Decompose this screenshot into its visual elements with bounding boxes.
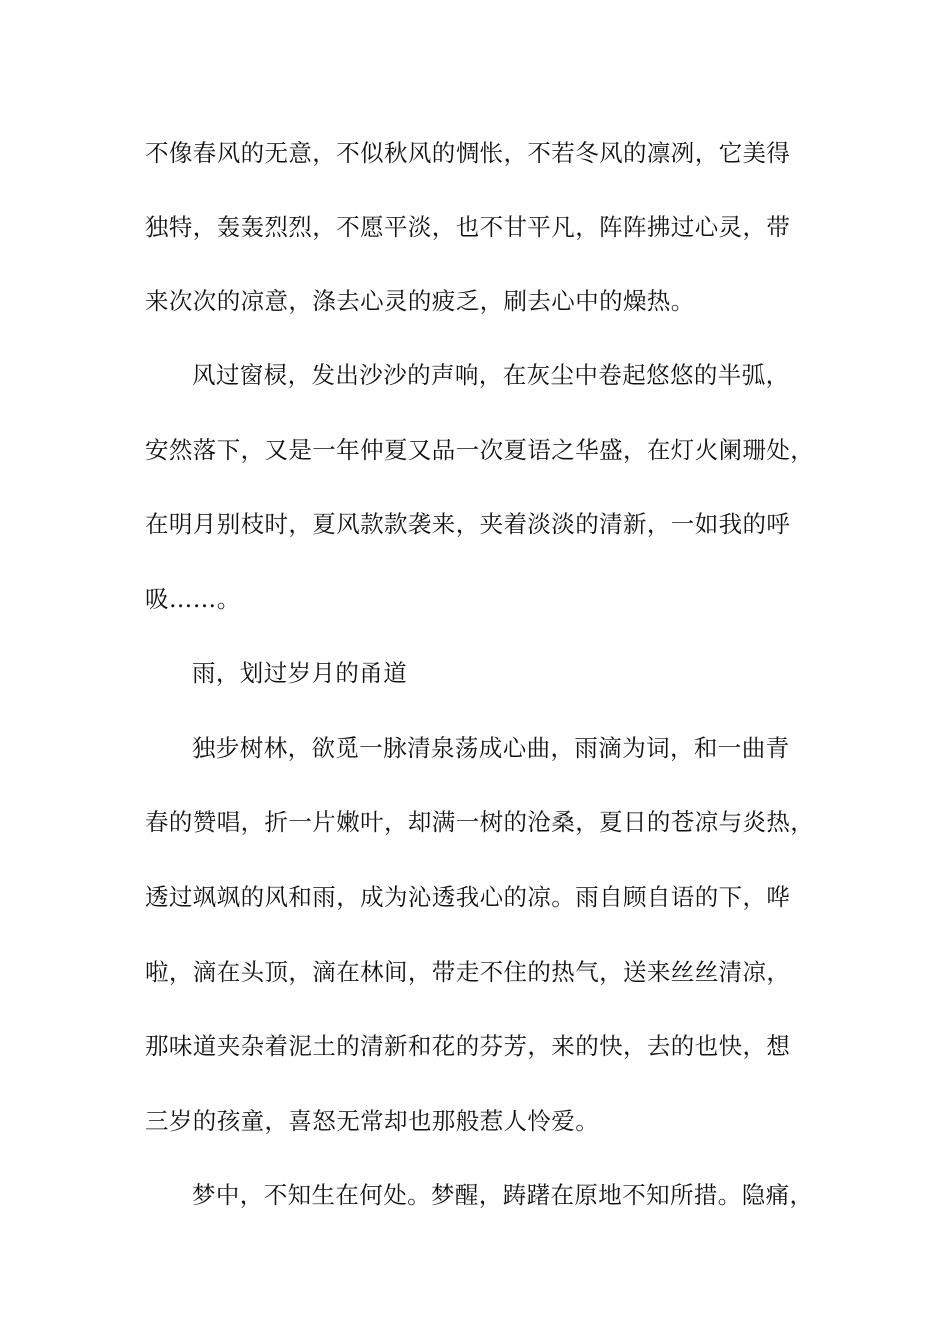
text-line: 在明月别枝时，夏风款款袭来，夹着淡淡的清新，一如我的呼 — [145, 510, 791, 538]
text-line: 三岁的孩童，喜怒无常却也那般惹人怜爱。 — [145, 1107, 600, 1135]
text-line: 独特，轰轰烈烈，不愿平淡，也不甘平凡，阵阵拂过心灵，带 — [145, 213, 791, 241]
text-line: 吸……。 — [145, 585, 241, 613]
paragraph-start-line: 梦中，不知生在何处。梦醒，踌躇在原地不知所措。隐痛， — [192, 1181, 814, 1209]
text-line: 啦，滴在头顶，滴在林间，带走不住的热气，送来丝丝清凉， — [145, 958, 791, 986]
text-line: 安然落下，又是一年仲夏又品一次夏语之华盛，在灯火阑珊处， — [145, 436, 815, 464]
text-line: 不像春风的无意，不似秋风的惆怅，不若冬风的凛冽，它美得 — [145, 139, 791, 167]
paragraph-start-line: 独步树林，欲觅一脉清泉荡成心曲，雨滴为词，和一曲青 — [192, 734, 790, 762]
text-line: 透过飒飒的风和雨，成为沁透我心的凉。雨自顾自语的下，哗 — [145, 883, 791, 911]
text-line: 来次次的凉意，涤去心灵的疲乏，刷去心中的燥热。 — [145, 287, 695, 315]
text-line: 那味道夹杂着泥土的清新和花的芬芳，来的快，去的也快，想 — [145, 1032, 791, 1060]
section-heading: 雨，划过岁月的甬道 — [192, 659, 408, 687]
paragraph-start-line: 风过窗棂，发出沙沙的声响，在灰尘中卷起悠悠的半弧， — [192, 361, 790, 389]
text-line: 春的赞唱，折一片嫩叶，却满一树的沧桑，夏日的苍凉与炎热， — [145, 808, 815, 836]
